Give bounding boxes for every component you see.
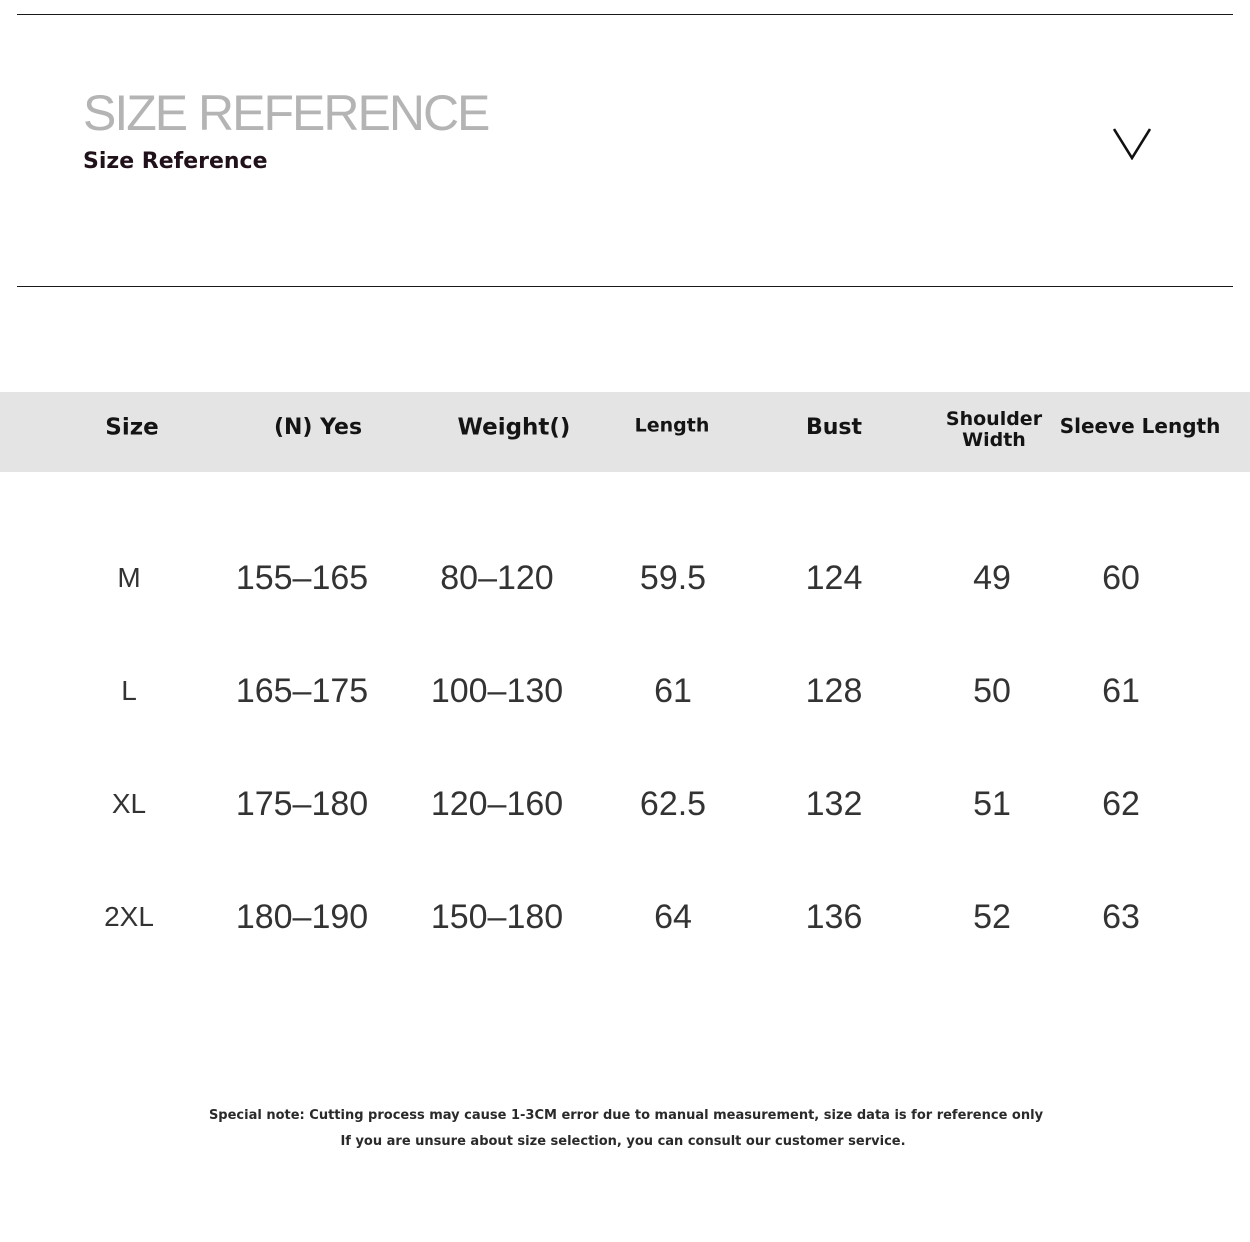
header-shoulder-width: Shoulder Width — [945, 408, 1043, 451]
section-subtitle: Size Reference — [83, 149, 268, 174]
header-bust: Bust — [805, 414, 863, 440]
cell-bust: 132 — [805, 785, 863, 823]
cell-sleeve-length: 62 — [1102, 785, 1140, 823]
header-length: Length — [634, 414, 710, 437]
header-size: Size — [105, 414, 159, 441]
cell-length: 61 — [654, 672, 692, 710]
cell-shoulder-width: 51 — [973, 785, 1011, 823]
bottom-divider — [17, 286, 1233, 287]
header-height: (N) Yes — [273, 414, 363, 440]
cell-weight: 80–120 — [440, 559, 554, 597]
cell-shoulder-width: 49 — [973, 559, 1011, 597]
cell-height: 180–190 — [235, 898, 369, 936]
cell-sleeve-length: 60 — [1102, 559, 1140, 597]
cell-length: 59.5 — [639, 559, 707, 597]
top-divider — [17, 14, 1233, 15]
cell-height: 155–165 — [235, 559, 369, 597]
cell-size: M — [117, 562, 141, 593]
cell-size: XL — [111, 788, 147, 819]
cell-shoulder-width: 50 — [973, 672, 1011, 710]
cell-weight: 100–130 — [430, 672, 564, 710]
cell-sleeve-length: 63 — [1102, 898, 1140, 936]
cell-size: 2XL — [104, 901, 154, 932]
header-weight: Weight() — [457, 414, 571, 441]
customer-service-note: If you are unsure about size selection, you can consult our customer service. — [340, 1134, 906, 1149]
section-title: SIZE REFERENCE — [83, 85, 489, 141]
cell-weight: 150–180 — [430, 898, 564, 936]
cell-weight: 120–160 — [430, 785, 564, 823]
cell-bust: 136 — [805, 898, 863, 936]
cell-sleeve-length: 61 — [1102, 672, 1140, 710]
cell-height: 175–180 — [235, 785, 369, 823]
chevron-down-icon[interactable] — [1113, 128, 1151, 160]
header-sleeve-length: Sleeve Length — [1059, 414, 1221, 438]
cell-bust: 128 — [805, 672, 863, 710]
cell-size: L — [121, 675, 137, 706]
cell-length: 64 — [654, 898, 692, 936]
cell-length: 62.5 — [639, 785, 707, 823]
cell-bust: 124 — [805, 559, 863, 597]
cell-height: 165–175 — [235, 672, 369, 710]
cell-shoulder-width: 52 — [973, 898, 1011, 936]
special-note: Special note: Cutting process may cause 1-3CM error due to manual measurement, size data is for reference only — [208, 1108, 1044, 1123]
